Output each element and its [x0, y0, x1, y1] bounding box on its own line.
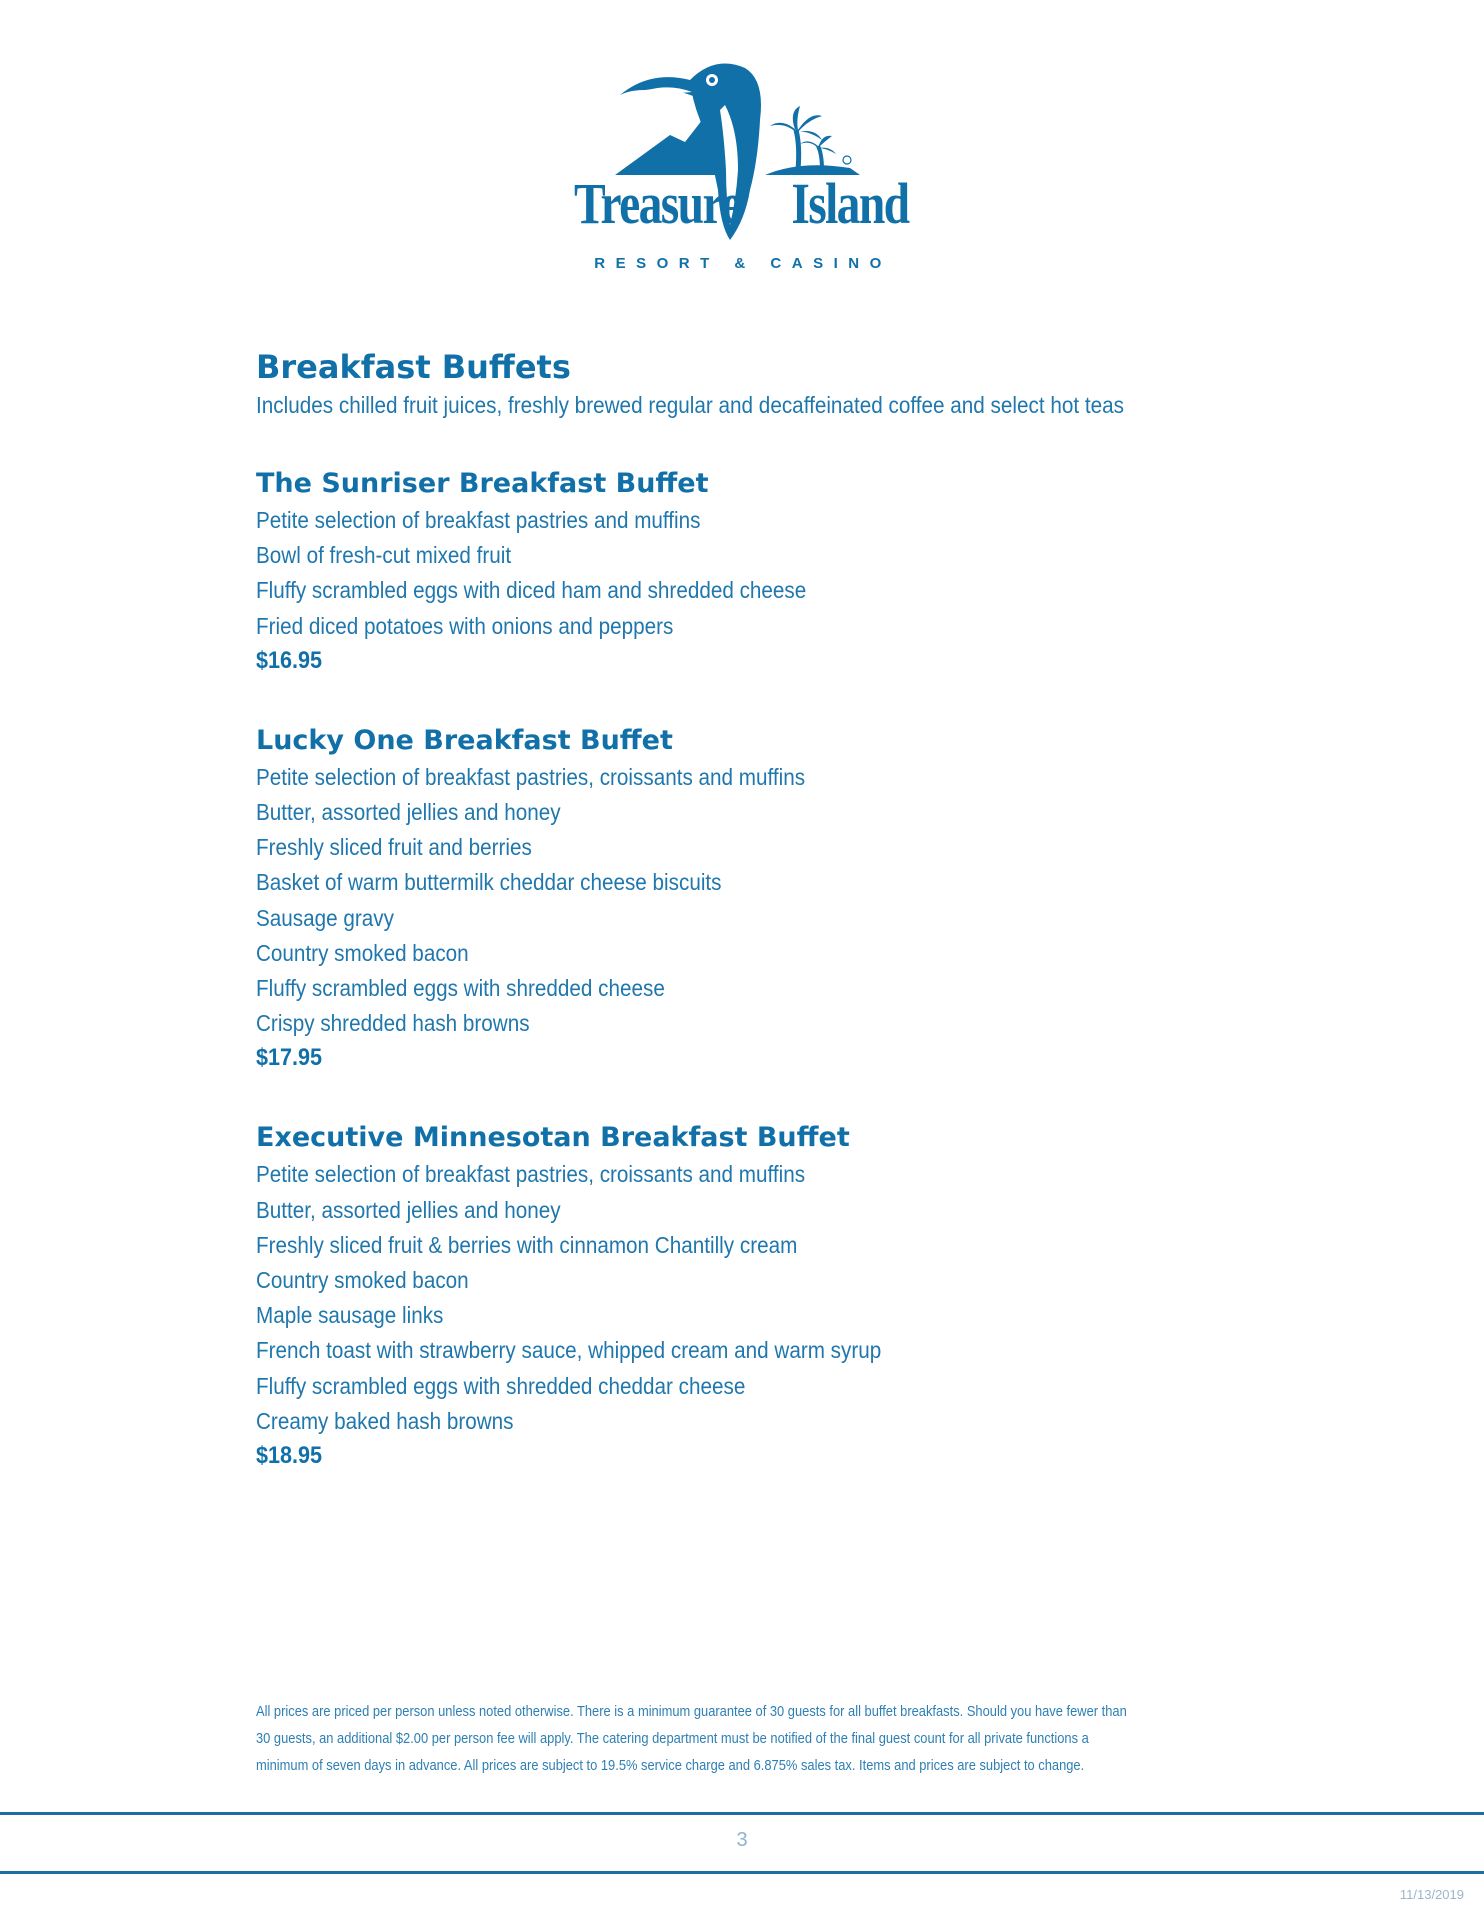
menu-item: Bowl of fresh-cut mixed fruit — [256, 542, 512, 569]
menu-content — [256, 345, 1256, 1473]
toucan-palm-logo-icon — [560, 50, 920, 280]
footnote-line: All prices are priced per person unless noted otherwise. There is a minimum guarantee of 30 guests for all buffet breakfasts. Should you have fewer than — [256, 1703, 1127, 1720]
logo-word-left: Treasure — [574, 171, 741, 236]
buffet-section-lucky-one — [256, 722, 1256, 1076]
footer-divider-top — [0, 1812, 1484, 1815]
buffet-title: The Sunriser Breakfast Buffet — [256, 468, 709, 499]
menu-item: Fried diced potatoes with onions and peppers — [256, 612, 674, 639]
menu-item: French toast with strawberry sauce, whipped cream and warm syrup — [256, 1337, 882, 1364]
menu-item: Crispy shredded hash browns — [256, 1010, 530, 1037]
menu-item: Country smoked bacon — [256, 1267, 469, 1294]
menu-item: Country smoked bacon — [256, 939, 469, 966]
logo-wordmark — [574, 170, 909, 237]
menu-item: Creamy baked hash browns — [256, 1407, 514, 1434]
pricing-footnote — [256, 1698, 1219, 1779]
logo — [560, 50, 920, 280]
footnote-line: minimum of seven days in advance. All prices are subject to 19.5% service charge and 6.875% sales tax. Items and prices are subject to change. — [256, 1757, 1085, 1774]
menu-item: Petite selection of breakfast pastries, croissants and muffins — [256, 1161, 806, 1188]
menu-item: Fluffy scrambled eggs with shredded cheddar cheese — [256, 1372, 746, 1399]
buffet-section-executive-minnesotan — [256, 1119, 1256, 1473]
page-subtitle: Includes chilled fruit juices, freshly brewed regular and decaffeinated coffee and select hot teas — [256, 392, 1125, 418]
buffet-title: Lucky One Breakfast Buffet — [256, 724, 673, 756]
document-date: 11/13/2019 — [1399, 1887, 1464, 1902]
menu-item: Petite selection of breakfast pastries and muffins — [256, 507, 701, 533]
page-number: 3 — [736, 1829, 748, 1851]
buffet-price: $17.95 — [256, 1044, 323, 1072]
logo-word-right: Island — [791, 171, 909, 236]
menu-item: Basket of warm buttermilk cheddar cheese biscuits — [256, 869, 722, 896]
buffet-price: $16.95 — [256, 646, 323, 674]
menu-item: Butter, assorted jellies and honey — [256, 1196, 561, 1223]
menu-item: Butter, assorted jellies and honey — [256, 799, 561, 826]
buffet-section-sunriser — [256, 465, 1256, 678]
footnote-line: 30 guests, an additional $2.00 per person fee will apply. The catering department must be notified of the final guest count for all private functions a — [256, 1730, 1089, 1747]
menu-item: Sausage gravy — [256, 904, 394, 931]
menu-item: Freshly sliced fruit and berries — [256, 834, 532, 861]
menu-item: Fluffy scrambled eggs with diced ham and shredded cheese — [256, 577, 807, 604]
buffet-price: $18.95 — [256, 1442, 323, 1470]
page-title: Breakfast Buffets — [256, 348, 571, 386]
menu-item: Freshly sliced fruit & berries with cinnamon Chantilly cream — [256, 1231, 798, 1258]
menu-item: Petite selection of breakfast pastries, croissants and muffins — [256, 763, 806, 790]
menu-item: Fluffy scrambled eggs with shredded cheese — [256, 975, 665, 1002]
footer-divider-bottom — [0, 1871, 1484, 1874]
buffet-title: Executive Minnesotan Breakfast Buffet — [256, 1122, 850, 1154]
logo-subtitle: RESORT & CASINO — [594, 255, 892, 272]
menu-item: Maple sausage links — [256, 1302, 444, 1329]
